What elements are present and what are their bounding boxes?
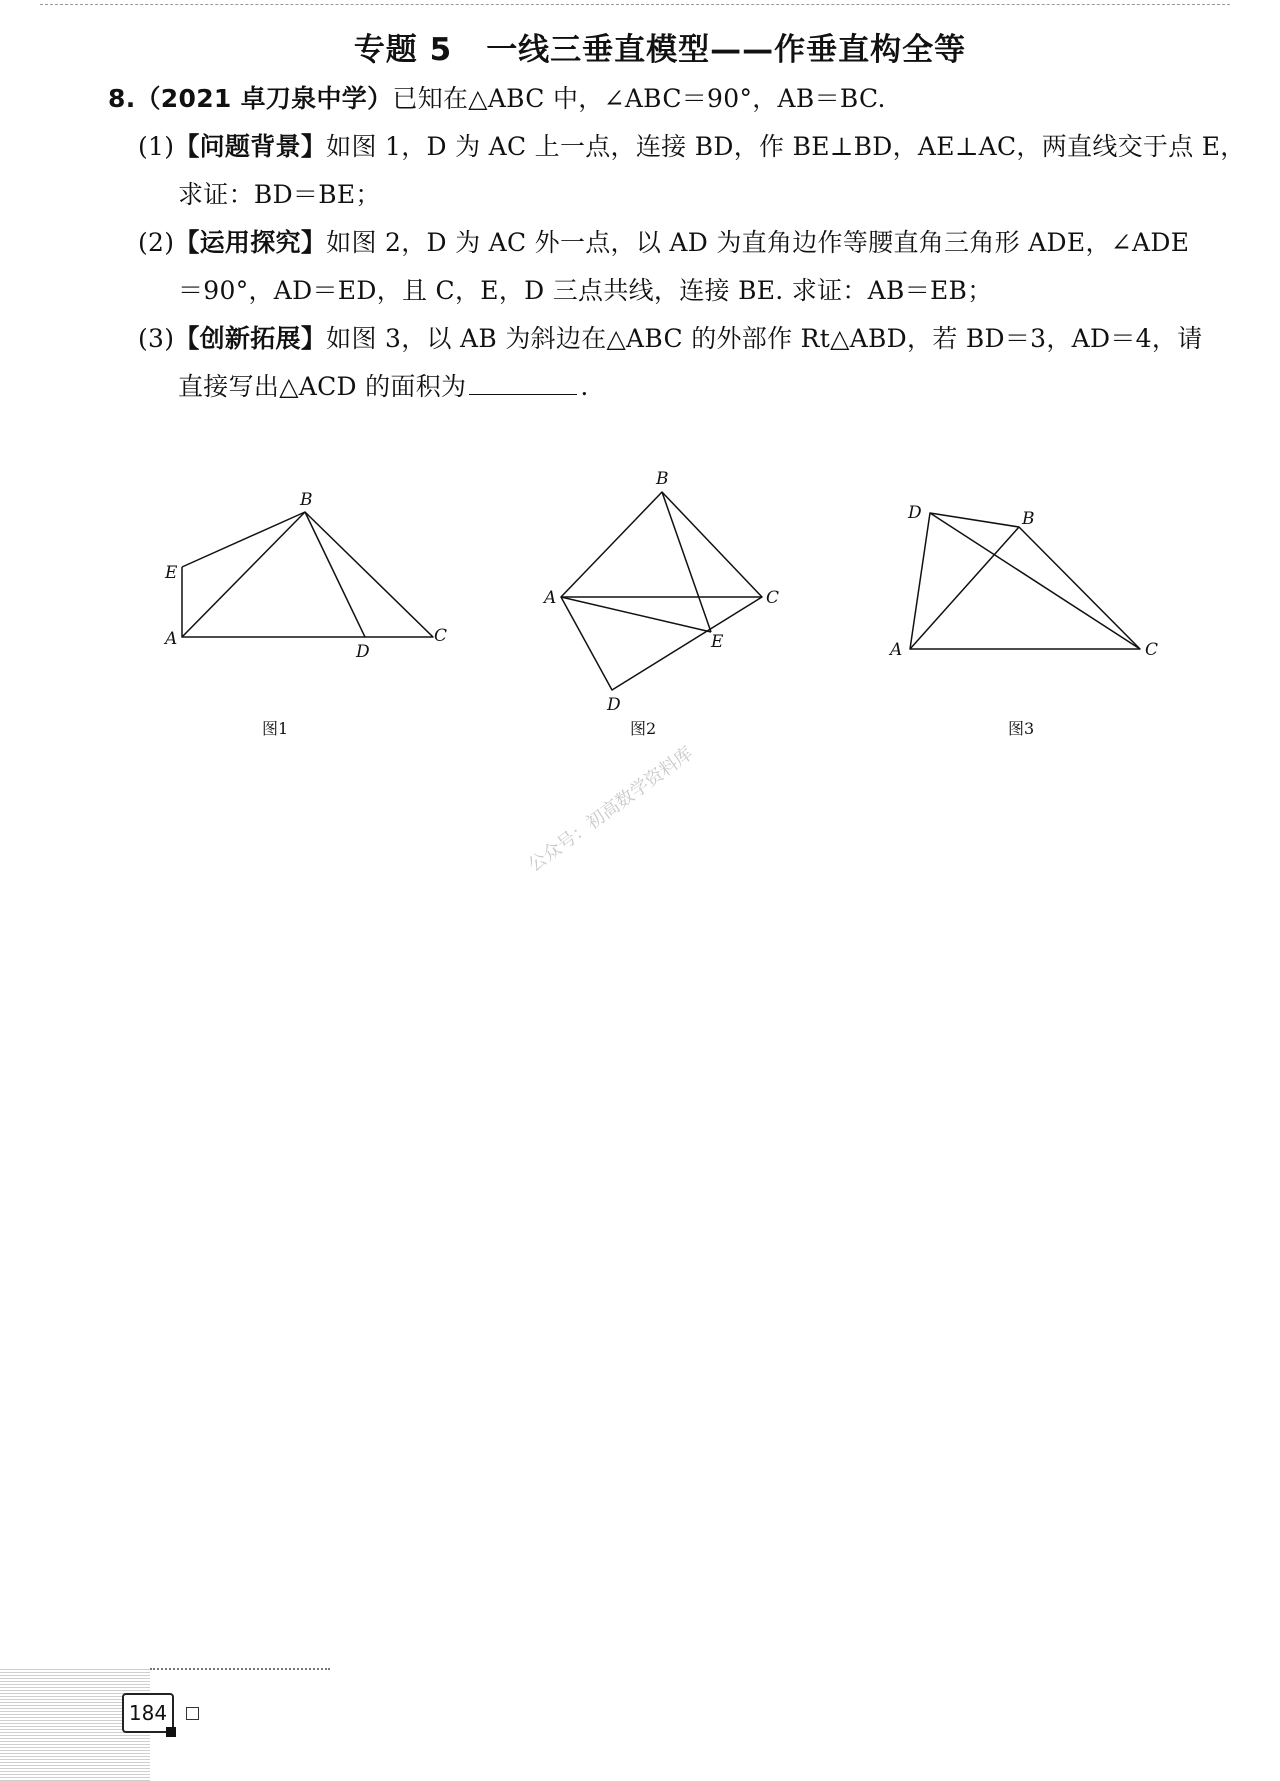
problem-stem: 已知在△ABC 中，∠ABC＝90°，AB＝BC.	[392, 84, 886, 113]
fig3-segment-DC	[930, 513, 1140, 649]
geometry-figures	[0, 0, 1280, 800]
fig3-label-D: D	[908, 503, 922, 523]
part3-period: .	[580, 372, 589, 401]
part1-tag: 【问题背景】	[174, 132, 327, 161]
fig2-label-D: D	[607, 695, 621, 715]
page-corner-mark	[166, 1727, 176, 1737]
figure-2-caption: 图2	[630, 719, 657, 738]
fig2-segment-BE	[662, 492, 711, 632]
fig1-segment-BD	[305, 512, 365, 637]
fig1-label-E: E	[165, 563, 178, 583]
figure-1-caption: 图1	[262, 719, 289, 738]
problem-source: （2021 卓刀泉中学）	[135, 84, 393, 113]
figure-3-caption: 图3	[1008, 719, 1035, 738]
fig2-label-E: E	[711, 632, 724, 652]
topic-number: 专题 5	[353, 32, 453, 68]
footer-dotted-rule	[150, 1668, 330, 1670]
part3-tag: 【创新拓展】	[174, 324, 327, 353]
figure-2-labels	[542, 469, 779, 715]
fig1-label-C: C	[434, 626, 448, 646]
fig2-label-B: B	[656, 469, 669, 489]
topic-title: 一线三垂直模型——作垂直构全等	[486, 32, 967, 68]
figure-2	[561, 492, 762, 690]
part2-number: (2)	[138, 228, 175, 257]
part2-text: 如图 2，D 为 AC 外一点，以 AD 为直角边作等腰直角三角形 ADE，∠ADE	[326, 228, 1190, 257]
figure-1-labels	[163, 490, 447, 662]
fig3-label-A: A	[890, 640, 903, 660]
part3-text-2: 直接写出△ACD 的面积为	[178, 372, 467, 401]
part1-number: (1)	[138, 132, 175, 161]
fig1-label-A: A	[165, 629, 178, 649]
figure-1	[182, 512, 433, 637]
fig3-label-C: C	[1145, 640, 1159, 660]
fig2-label-C: C	[766, 588, 780, 608]
problem-number: 8.	[108, 84, 136, 113]
fig2-segment-AE	[561, 597, 711, 632]
fig3-label-B: B	[1022, 509, 1035, 529]
part1-line2: 求证：BD＝BE；	[178, 180, 381, 209]
checkbox-square	[186, 1707, 199, 1720]
fig1-label-D: D	[356, 642, 370, 662]
part3-number: (3)	[138, 324, 175, 353]
fig1-segment-AB	[182, 512, 305, 637]
fig2-label-A: A	[544, 588, 557, 608]
fig2-square-ABCD	[561, 492, 762, 690]
part3-text: 如图 3，以 AB 为斜边在△ABC 的外部作 Rt△ABD，若 BD＝3，AD＝4，请	[326, 324, 1203, 353]
part2-tag: 【运用探究】	[174, 228, 327, 257]
page-number: 184	[122, 1693, 174, 1733]
part2-line2: ＝90°，AD＝ED，且 C，E，D 三点共线，连接 BE. 求证：AB＝EB；	[178, 276, 993, 305]
part1-text: 如图 1，D 为 AC 上一点，连接 BD，作 BE⊥BD，AE⊥AC，两直线交于点 E，	[326, 132, 1246, 161]
fig1-segment-EABCDB	[182, 512, 433, 637]
figure-3	[910, 513, 1140, 649]
fig1-label-B: B	[300, 490, 313, 510]
fig3-segment-AB	[910, 527, 1019, 649]
watermark: 公众号：初高数学资料库	[524, 742, 697, 877]
fig3-quad-ADBC	[910, 513, 1140, 649]
